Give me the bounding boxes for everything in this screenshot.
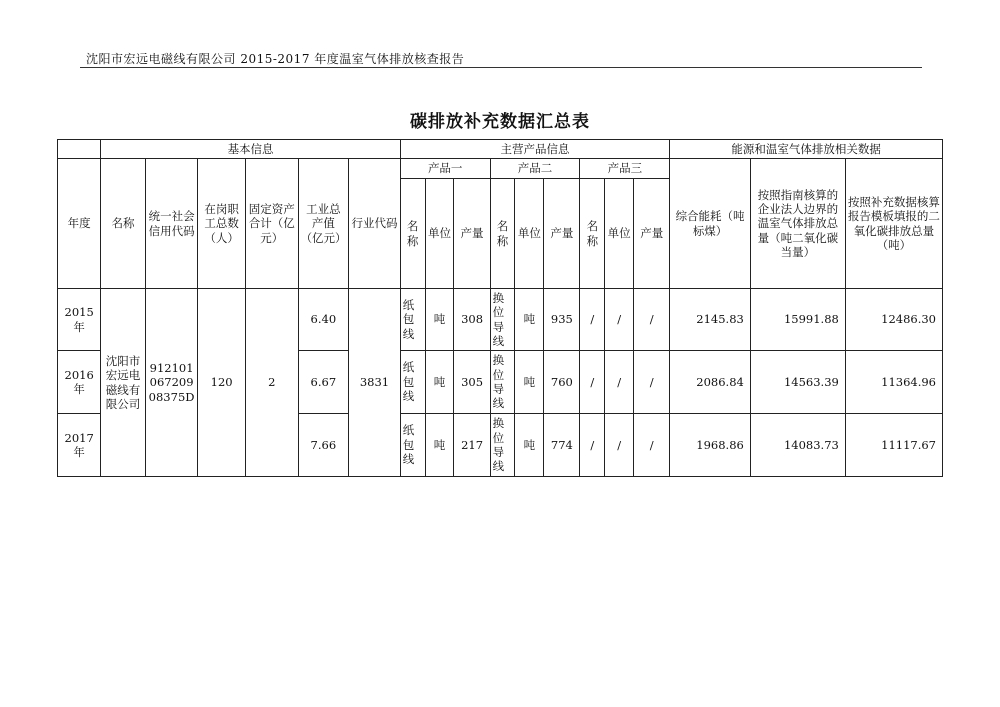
credit-code-cell: 91210106720908375D <box>145 289 198 477</box>
p3-name-cell: / <box>580 351 605 414</box>
group-header-basic: 基本信息 <box>101 140 400 159</box>
p1-unit-cell: 吨 <box>425 414 454 477</box>
p2-unit-cell: 吨 <box>515 414 544 477</box>
output-value-cell: 6.67 <box>298 351 349 414</box>
sub-header-p2-unit: 单位 <box>515 179 544 289</box>
group-header-products: 主营产品信息 <box>400 140 670 159</box>
emission-template-cell: 11364.96 <box>845 351 942 414</box>
emission-template-cell: 11117.67 <box>845 414 942 477</box>
product-header-2: 产品二 <box>490 159 580 179</box>
col-header-output-value: 工业总产值（亿元） <box>298 159 349 289</box>
year-cell: 2016年 <box>58 351 101 414</box>
emission-template-cell: 12486.30 <box>845 289 942 351</box>
col-header-credit-code: 统一社会信用代码 <box>145 159 198 289</box>
employees-cell: 120 <box>198 289 246 477</box>
sub-header-p2-output: 产量 <box>544 179 580 289</box>
p1-output-cell: 217 <box>454 414 490 477</box>
p3-unit-cell: / <box>605 351 634 414</box>
p1-name-cell: 纸包线 <box>400 414 425 477</box>
emission-guide-cell: 15991.88 <box>750 289 845 351</box>
product-header-3: 产品三 <box>580 159 670 179</box>
p3-name-cell: / <box>580 289 605 351</box>
sub-header-p2-name: 名称 <box>490 179 515 289</box>
p2-output-cell: 774 <box>544 414 580 477</box>
emission-guide-cell: 14563.39 <box>750 351 845 414</box>
p1-output-cell: 305 <box>454 351 490 414</box>
col-header-year: 年度 <box>58 159 101 289</box>
fixed-assets-cell: 2 <box>245 289 298 477</box>
industry-code-cell: 3831 <box>349 289 401 477</box>
p2-unit-cell: 吨 <box>515 351 544 414</box>
p3-unit-cell: / <box>605 289 634 351</box>
sub-header-p1-unit: 单位 <box>425 179 454 289</box>
output-value-cell: 6.40 <box>298 289 349 351</box>
emission-guide-cell: 14083.73 <box>750 414 845 477</box>
col-header-emission-guide: 按照指南核算的企业法人边界的温室气体排放总量（吨二氧化碳当量） <box>750 159 845 289</box>
p1-name-cell: 纸包线 <box>400 289 425 351</box>
company-name-cell: 沈阳市宏远电磁线有限公司 <box>101 289 145 477</box>
p1-output-cell: 308 <box>454 289 490 351</box>
carbon-summary-table <box>57 139 943 477</box>
p3-output-cell: / <box>634 414 670 477</box>
p1-unit-cell: 吨 <box>425 351 454 414</box>
sub-header-p1-name: 名称 <box>400 179 425 289</box>
p2-output-cell: 760 <box>544 351 580 414</box>
col-header-fixed-assets: 固定资产合计（亿元） <box>245 159 298 289</box>
p1-name-cell: 纸包线 <box>400 351 425 414</box>
year-cell: 2015年 <box>58 289 101 351</box>
p2-output-cell: 935 <box>544 289 580 351</box>
sub-header-p1-output: 产量 <box>454 179 490 289</box>
energy-cell: 1968.86 <box>670 414 751 477</box>
report-header: 沈阳市宏远电磁线有限公司 2015-2017 年度温室气体排放核查报告 <box>86 52 465 66</box>
sub-header-p3-name: 名称 <box>580 179 605 289</box>
col-header-emission-template: 按照补充数据核算报告模板填报的二氧化碳排放总量（吨） <box>845 159 942 289</box>
group-header-energy: 能源和温室气体排放相关数据 <box>670 140 943 159</box>
product-header-1: 产品一 <box>400 159 490 179</box>
col-header-name: 名称 <box>101 159 145 289</box>
p3-name-cell: / <box>580 414 605 477</box>
p3-unit-cell: / <box>605 414 634 477</box>
p2-name-cell: 换位导线 <box>490 289 515 351</box>
col-header-employees: 在岗职工总数（人） <box>198 159 246 289</box>
sub-header-p3-unit: 单位 <box>605 179 634 289</box>
blank-corner <box>58 140 101 159</box>
header-rule <box>80 67 922 68</box>
col-header-industry-code: 行业代码 <box>349 159 401 289</box>
output-value-cell: 7.66 <box>298 414 349 477</box>
p3-output-cell: / <box>634 289 670 351</box>
energy-cell: 2086.84 <box>670 351 751 414</box>
p2-name-cell: 换位导线 <box>490 351 515 414</box>
sub-header-p3-output: 产量 <box>634 179 670 289</box>
year-cell: 2017年 <box>58 414 101 477</box>
table-title: 碳排放补充数据汇总表 <box>410 112 590 132</box>
col-header-energy: 综合能耗（吨标煤） <box>670 159 751 289</box>
p1-unit-cell: 吨 <box>425 289 454 351</box>
p2-unit-cell: 吨 <box>515 289 544 351</box>
p2-name-cell: 换位导线 <box>490 414 515 477</box>
p3-output-cell: / <box>634 351 670 414</box>
energy-cell: 2145.83 <box>670 289 751 351</box>
